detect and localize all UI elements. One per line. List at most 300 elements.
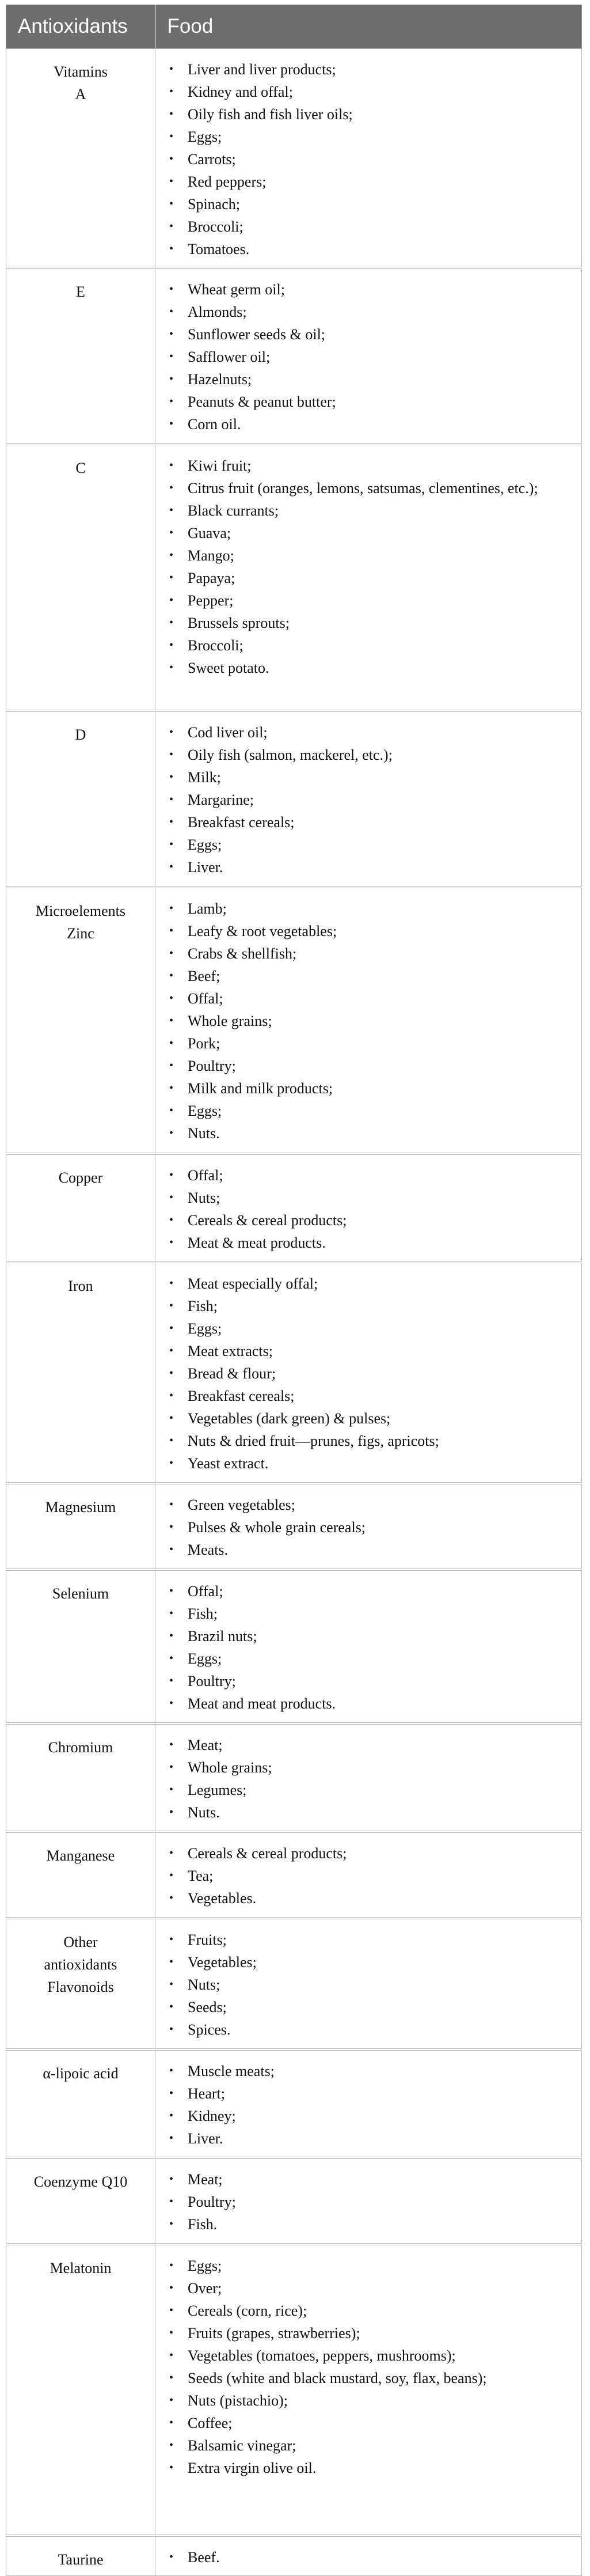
list-item (168, 544, 576, 567)
list-item (168, 1430, 576, 1452)
list-item (168, 1232, 576, 1254)
list-item (168, 2168, 576, 2191)
antioxidant-name: C (75, 459, 86, 476)
bullet-dot-icon: • (169, 1978, 174, 1991)
bullet-dot-icon: • (169, 153, 174, 165)
food-list (168, 2168, 576, 2236)
list-item (168, 2434, 576, 2457)
list-item (168, 522, 576, 544)
table-row (6, 887, 582, 1154)
antioxidant-name: Iron (68, 1277, 93, 1294)
bullet-dot-icon: • (169, 1168, 174, 1181)
bullet-dot-icon: • (169, 198, 174, 210)
bullet-dot-icon: • (169, 526, 174, 539)
food-item-text: Almonds; (188, 303, 247, 320)
header-antioxidants: Antioxidants (6, 5, 155, 49)
bullet-dot-icon: • (169, 2393, 174, 2407)
list-item (168, 58, 576, 81)
antioxidant-cell (6, 1570, 155, 1723)
list-item (168, 2546, 576, 2569)
food-cell (155, 268, 582, 444)
food-item-text: Beef. (188, 2548, 220, 2566)
food-item-text: Oily fish and fish liver oils; (188, 106, 353, 123)
food-item-text: Vegetables; (188, 1953, 257, 1971)
header-food: Food (155, 5, 582, 49)
food-item-text: Fruits (grapes, strawberries); (188, 2324, 360, 2342)
bullet-dot-icon: • (169, 748, 174, 761)
food-cell (155, 1483, 582, 1570)
bullet-dot-icon: • (169, 1344, 174, 1357)
bullet-dot-icon: • (169, 924, 174, 937)
list-item (168, 2191, 576, 2213)
table-row (6, 2050, 582, 2158)
bullet-dot-icon: • (169, 969, 174, 982)
antioxidant-cell (6, 444, 155, 711)
bullet-dot-icon: • (169, 1191, 174, 1204)
food-item-text: Wheat germ oil; (188, 281, 285, 298)
antioxidant-cell (6, 887, 155, 1154)
food-item-text: Offal; (188, 1582, 223, 1600)
food-list (168, 1580, 576, 1715)
food-list (168, 58, 576, 260)
food-item-text: Poultry; (188, 1057, 236, 1074)
food-list (168, 2060, 576, 2150)
list-item (168, 2082, 576, 2105)
list-item (168, 2105, 576, 2127)
antioxidant-cell (6, 2244, 155, 2536)
list-item (168, 1625, 576, 1647)
list-item (168, 634, 576, 657)
bullet-dot-icon: • (169, 1126, 174, 1139)
antioxidant-name: Copper (58, 1169, 103, 1186)
food-item-text: Meat; (188, 2170, 223, 2188)
list-item (168, 2457, 576, 2479)
bullet-dot-icon: • (169, 838, 174, 851)
food-item-text: Eggs; (188, 2257, 222, 2274)
antioxidants-table (6, 5, 582, 2576)
list-item (168, 789, 576, 811)
food-item-text: Green vegetables; (188, 1496, 295, 1513)
list-item (168, 2127, 576, 2150)
food-item-text: Balsamic vinegar; (188, 2437, 296, 2454)
table-row (6, 2536, 582, 2576)
bullet-dot-icon: • (169, 459, 174, 472)
food-item-text: Seeds (white and black mustard, soy, flax, beans); (188, 2369, 487, 2386)
list-item (168, 1580, 576, 1603)
list-item (168, 1385, 576, 1407)
food-item-text: Breakfast cereals; (188, 813, 295, 831)
bullet-dot-icon: • (169, 175, 174, 188)
list-item (168, 413, 576, 435)
list-item (168, 2300, 576, 2322)
bullet-dot-icon: • (169, 548, 174, 562)
food-cell (155, 1723, 582, 1832)
bullet-dot-icon: • (169, 1236, 174, 1249)
bullet-dot-icon: • (169, 2131, 174, 2145)
bullet-dot-icon: • (169, 661, 174, 674)
food-item-text: Fish; (188, 1605, 218, 1622)
food-item-text: Poultry; (188, 1672, 236, 1689)
food-item-text: Kidney and offal; (188, 84, 293, 100)
food-item-text: Nuts. (188, 1804, 220, 1821)
list-item (168, 1452, 576, 1475)
food-list (168, 2546, 576, 2569)
bullet-dot-icon: • (169, 2086, 174, 2100)
bullet-dot-icon: • (169, 616, 174, 629)
food-cell (155, 2158, 582, 2244)
bullet-dot-icon: • (169, 1846, 174, 1859)
food-item-text: Safflower oil; (188, 348, 271, 365)
antioxidant-cell (6, 711, 155, 887)
table-row (6, 2244, 582, 2536)
antioxidant-cell (6, 49, 155, 268)
food-cell (155, 2244, 582, 2536)
list-item (168, 2322, 576, 2344)
food-item-text: Nuts (pistachio); (188, 2392, 288, 2409)
list-item (168, 1692, 576, 1715)
list-item (168, 1077, 576, 1100)
food-cell (155, 1154, 582, 1262)
list-item (168, 2255, 576, 2277)
food-item-text: Crabs & shellfish; (188, 945, 297, 962)
bullet-dot-icon: • (169, 1805, 174, 1819)
bullet-dot-icon: • (169, 350, 174, 363)
header-row (6, 5, 582, 49)
food-item-text: Offal; (188, 1166, 223, 1184)
antioxidant-cell (6, 2536, 155, 2576)
list-item (168, 2018, 576, 2041)
food-item-text: Spinach; (188, 196, 240, 213)
bullet-dot-icon: • (169, 1933, 174, 1946)
list-item (168, 1209, 576, 1232)
bullet-dot-icon: • (169, 85, 174, 98)
list-item (168, 2213, 576, 2236)
food-item-text: Mango; (188, 547, 234, 564)
list-item (168, 1055, 576, 1077)
antioxidant-cell (6, 1262, 155, 1483)
bullet-dot-icon: • (169, 1584, 174, 1597)
list-item (168, 193, 576, 215)
list-item (168, 1317, 576, 1340)
list-item (168, 1756, 576, 1779)
antioxidant-cell (6, 1918, 155, 2050)
food-item-text: Meat and meat products. (188, 1695, 336, 1712)
bullet-dot-icon: • (169, 1213, 174, 1226)
list-item (168, 721, 576, 744)
food-item-text: Guava; (188, 524, 231, 541)
food-cell (155, 2050, 582, 2158)
food-item-text: Vegetables (dark green) & pulses; (188, 1410, 391, 1427)
list-item (168, 657, 576, 679)
food-item-text: Black currants; (188, 502, 279, 519)
food-cell (155, 1262, 582, 1483)
list-item (168, 1603, 576, 1625)
list-item (168, 1539, 576, 1561)
bullet-dot-icon: • (169, 1321, 174, 1335)
list-item (168, 1842, 576, 1865)
food-item-text: Meat especially offal; (188, 1275, 318, 1292)
food-item-text: Eggs; (188, 1320, 222, 1337)
food-item-text: Poultry; (188, 2193, 236, 2210)
bullet-dot-icon: • (169, 901, 174, 915)
food-item-text: Nuts & dried fruit—prunes, figs, apricots; (188, 1432, 439, 1449)
food-item-text: Coffee; (188, 2414, 233, 2431)
food-item-text: Eggs; (188, 1102, 222, 1119)
list-item (168, 2344, 576, 2367)
list-item (168, 171, 576, 193)
food-item-text: Meat extracts; (188, 1342, 273, 1359)
list-item (168, 499, 576, 522)
list-item (168, 1340, 576, 1362)
food-list (168, 1164, 576, 1254)
food-item-text: Nuts; (188, 1976, 220, 1993)
bullet-dot-icon: • (169, 2438, 174, 2452)
list-item (168, 987, 576, 1010)
food-list (168, 897, 576, 1145)
bullet-dot-icon: • (169, 220, 174, 233)
bullet-dot-icon: • (169, 1651, 174, 1665)
list-item (168, 368, 576, 391)
food-item-text: Eggs; (188, 836, 222, 853)
table-row (6, 1918, 582, 2050)
food-item-text: Meat & meat products. (188, 1234, 326, 1251)
bullet-dot-icon: • (169, 1629, 174, 1642)
list-item (168, 2060, 576, 2082)
food-item-text: Cereals & cereal products; (188, 1844, 347, 1862)
bullet-dot-icon: • (169, 571, 174, 584)
food-item-text: Yeast extract. (188, 1454, 269, 1472)
food-cell (155, 887, 582, 1154)
list-item (168, 2367, 576, 2389)
table-row (6, 268, 582, 444)
list-item (168, 1272, 576, 1295)
list-item (168, 1187, 576, 1209)
bullet-dot-icon: • (169, 2217, 174, 2230)
bullet-dot-icon: • (169, 1059, 174, 1072)
list-item (168, 2277, 576, 2300)
food-item-text: Meats. (188, 1541, 229, 1558)
food-item-text: Sunflower seeds & oil; (188, 325, 326, 343)
bullet-dot-icon: • (169, 1783, 174, 1796)
list-item (168, 589, 576, 612)
table-row (6, 711, 582, 887)
food-item-text: Cereals (corn, rice); (188, 2302, 307, 2319)
food-item-text: Seeds; (188, 1998, 227, 2016)
food-item-text: Liver. (188, 2130, 223, 2147)
food-item-text: Offal; (188, 990, 223, 1007)
list-item (168, 834, 576, 856)
food-item-text: Leafy & root vegetables; (188, 922, 337, 940)
food-item-text: Oily fish (salmon, mackerel, etc.); (188, 746, 393, 763)
food-item-text: Pork; (188, 1035, 220, 1052)
bullet-dot-icon: • (169, 1014, 174, 1027)
list-item (168, 1973, 576, 1996)
food-cell (155, 2536, 582, 2576)
antioxidant-name: Taurine (58, 2551, 104, 2568)
table-row (6, 1483, 582, 1570)
food-item-text: Tea; (188, 1867, 214, 1884)
list-item (168, 2389, 576, 2412)
bullet-dot-icon: • (169, 725, 174, 738)
food-cell (155, 1570, 582, 1723)
table-row (6, 444, 582, 711)
food-cell (155, 49, 582, 268)
food-item-text: Bread & flour; (188, 1365, 276, 1382)
bullet-dot-icon: • (169, 2109, 174, 2122)
food-item-text: Fish; (188, 1297, 218, 1314)
table-row (6, 1570, 582, 1723)
bullet-dot-icon: • (169, 638, 174, 651)
list-item (168, 965, 576, 987)
bullet-dot-icon: • (169, 2064, 174, 2077)
bullet-dot-icon: • (169, 1081, 174, 1094)
bullet-dot-icon: • (169, 1891, 174, 1904)
list-item (168, 612, 576, 634)
list-item (168, 1929, 576, 1951)
list-item (168, 391, 576, 413)
list-item (168, 81, 576, 103)
food-item-text: Kidney; (188, 2107, 236, 2124)
bullet-dot-icon: • (169, 2416, 174, 2429)
bullet-dot-icon: • (169, 1696, 174, 1710)
bullet-dot-icon: • (169, 2304, 174, 2317)
list-item (168, 126, 576, 148)
antioxidant-name: Coenzyme Q10 (33, 2173, 128, 2190)
food-item-text: Milk; (188, 768, 221, 786)
list-item (168, 278, 576, 301)
bullet-dot-icon: • (169, 2281, 174, 2294)
list-item (168, 323, 576, 346)
food-item-text: Brussels sprouts; (188, 614, 290, 631)
food-list (168, 1272, 576, 1475)
table-row (6, 1832, 582, 1918)
bullet-dot-icon: • (169, 1456, 174, 1469)
food-item-text: Eggs; (188, 1650, 222, 1667)
table-header (6, 5, 582, 49)
bullet-dot-icon: • (169, 1738, 174, 1751)
food-list (168, 2255, 576, 2479)
list-item (168, 744, 576, 766)
bullet-dot-icon: • (169, 2000, 174, 2013)
bullet-dot-icon: • (169, 1036, 174, 1050)
bullet-dot-icon: • (169, 2259, 174, 2272)
list-item (168, 346, 576, 368)
bullet-dot-icon: • (169, 2461, 174, 2474)
food-item-text: Broccoli; (188, 637, 243, 654)
food-item-text: Nuts; (188, 1189, 220, 1206)
bullet-dot-icon: • (169, 1366, 174, 1380)
bullet-dot-icon: • (169, 1520, 174, 1533)
antioxidant-name: D (75, 726, 86, 743)
food-list (168, 1734, 576, 1824)
food-item-text: Milk and milk products; (188, 1079, 333, 1097)
food-item-text: Cod liver oil; (188, 723, 268, 741)
bullet-dot-icon: • (169, 991, 174, 1005)
food-item-text: Beef; (188, 967, 220, 984)
list-item (168, 1670, 576, 1692)
list-item (168, 1951, 576, 1973)
food-cell (155, 1918, 582, 2050)
food-item-text: Eggs; (188, 128, 222, 145)
list-item (168, 1516, 576, 1539)
antioxidant-cell (6, 2050, 155, 2158)
food-item-text: Pulses & whole grain cereals; (188, 1518, 366, 1536)
food-item-text: Muscle meats; (188, 2062, 275, 2079)
list-item (168, 1362, 576, 1385)
list-item (168, 1100, 576, 1122)
food-item-text: Fruits; (188, 1931, 227, 1948)
food-item-text: Whole grains; (188, 1759, 272, 1776)
bullet-dot-icon: • (169, 108, 174, 120)
food-item-text: Hazelnuts; (188, 370, 252, 388)
food-item-text: Over; (188, 2279, 222, 2297)
antioxidant-cell (6, 1832, 155, 1918)
bullet-dot-icon: • (169, 372, 174, 385)
antioxidant-name: α-lipoic acid (43, 2064, 119, 2082)
list-item (168, 301, 576, 323)
food-item-text: Legumes; (188, 1781, 247, 1798)
bullet-dot-icon: • (169, 1104, 174, 1117)
list-item (168, 897, 576, 920)
food-item-text: Brazil nuts; (188, 1627, 257, 1645)
list-item (168, 942, 576, 965)
antioxidant-name: Chromium (48, 1738, 113, 1756)
bullet-dot-icon: • (169, 305, 174, 318)
bullet-dot-icon: • (169, 1498, 174, 1511)
antioxidant-cell (6, 268, 155, 444)
food-item-text: Citrus fruit (oranges, lemons, satsumas, clementines, etc.); (188, 479, 538, 497)
antioxidant-name: Selenium (52, 1585, 109, 1602)
bullet-dot-icon: • (169, 2022, 174, 2036)
list-item (168, 1295, 576, 1317)
table-row (6, 1262, 582, 1483)
bullet-dot-icon: • (169, 1389, 174, 1402)
list-item (168, 2412, 576, 2434)
bullet-dot-icon: • (169, 2550, 174, 2563)
bullet-dot-icon: • (169, 2195, 174, 2208)
food-item-text: Cereals & cereal products; (188, 1211, 347, 1229)
food-item-text: Pepper; (188, 592, 234, 609)
bullet-dot-icon: • (169, 282, 174, 296)
list-item (168, 477, 576, 499)
bullet-dot-icon: • (169, 860, 174, 873)
antioxidant-cell (6, 1483, 155, 1570)
bullet-dot-icon: • (169, 1411, 174, 1425)
table-row (6, 1723, 582, 1832)
food-item-text: Extra virgin olive oil. (188, 2459, 317, 2476)
food-list (168, 1494, 576, 1561)
bullet-dot-icon: • (169, 1543, 174, 1556)
bullet-dot-icon: • (169, 1607, 174, 1620)
table-row (6, 1154, 582, 1262)
list-item (168, 766, 576, 789)
food-item-text: Papaya; (188, 569, 235, 586)
list-item (168, 1010, 576, 1032)
bullet-dot-icon: • (169, 130, 174, 143)
food-item-text: Fish. (188, 2215, 218, 2233)
bullet-dot-icon: • (169, 1869, 174, 1882)
list-item (168, 920, 576, 942)
food-list (168, 454, 576, 679)
bullet-dot-icon: • (169, 395, 174, 408)
antioxidant-cell (6, 2158, 155, 2244)
list-item (168, 567, 576, 589)
food-item-text: Kiwi fruit; (188, 457, 252, 474)
list-item (168, 215, 576, 238)
bullet-dot-icon: • (169, 593, 174, 607)
food-item-text: Peanuts & peanut butter; (188, 393, 336, 410)
food-item-text: Lamb; (188, 900, 227, 917)
